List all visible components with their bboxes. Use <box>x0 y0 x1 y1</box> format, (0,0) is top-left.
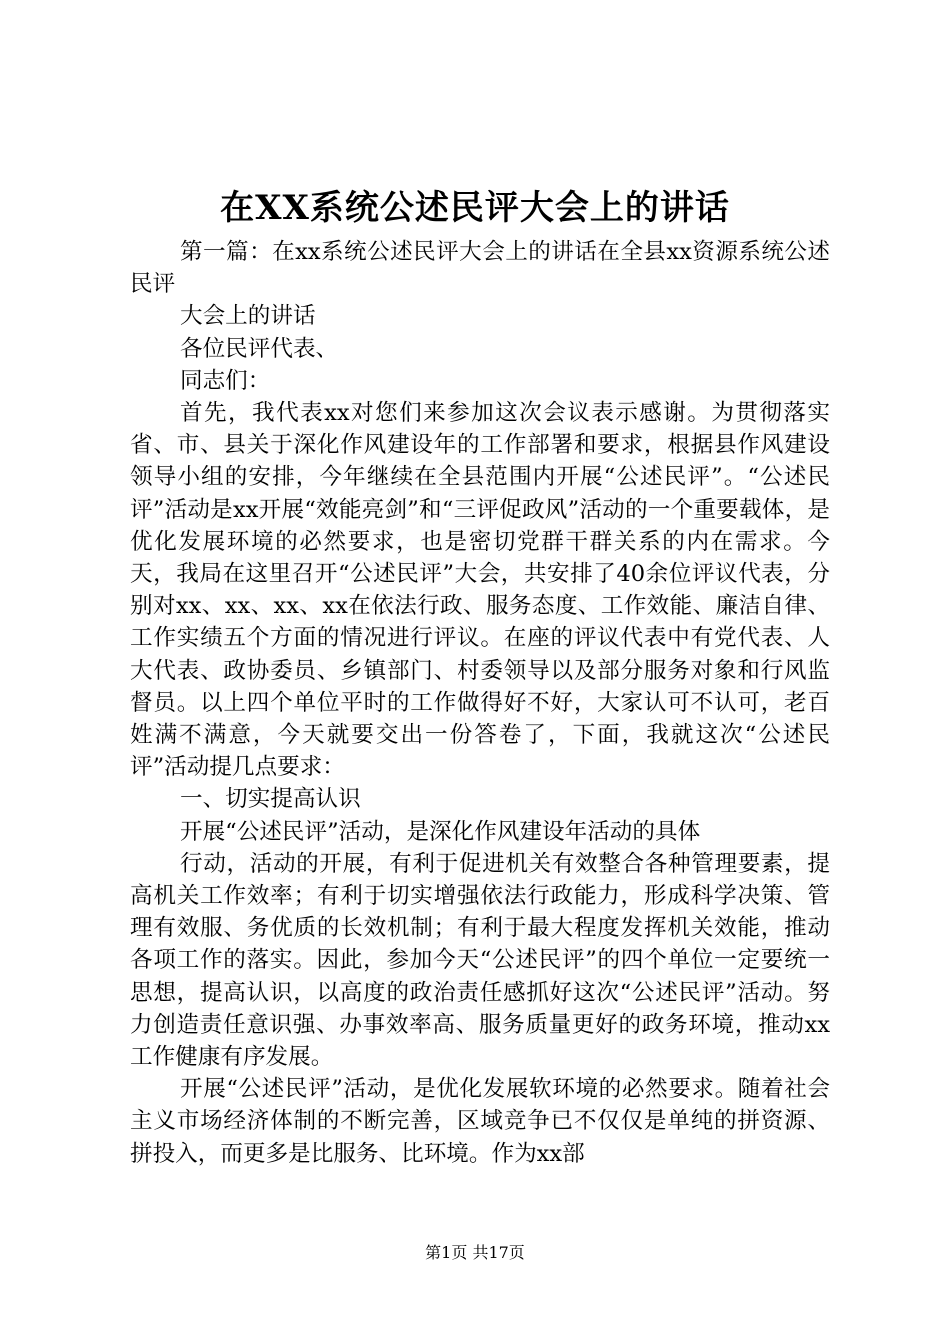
paragraph-intro: 第一篇：在xx系统公述民评大会上的讲话在全县xx资源系统公述民评 <box>130 239 830 298</box>
document-body <box>130 236 830 1170</box>
paragraph-salutation: 各位民评代表、 <box>180 335 339 362</box>
paragraph-section-1c: 开展“公述民评”活动，是优化发展软环境的必然要求。随着社会主义市场经济体制的不断完善，区域竞争已不仅仅是单纯的拼资源、拼投入，而更多是比服务、比环境。作为xx部 <box>130 1076 830 1167</box>
paragraph-subtitle: 大会上的讲话 <box>180 303 316 330</box>
section-heading-1: 一、切实提高认识 <box>180 786 361 813</box>
paragraph-salutation-2: 同志们： <box>180 367 271 394</box>
paragraph-section-1b: 行动，活动的开展，有利于促进机关有效整合各种管理要素，提高机关工作效率；有利于切实增强依法行政能力，形成科学决策、管理有效服、务优质的长效机制；有利于最大程度发挥机关效能，推动各项工作的落实。因此，参加今天“公述民评”的四个单位一定要统一思想，提高认识，以高度的政治责任感抓好这次“公述民评”活动。努力创造责任意识强、办事效率高、服务质量更好的政务环境，推动xx工作健康有序发展。 <box>130 850 830 1071</box>
document-title: 在XX系统公述民评大会上的讲话 <box>220 188 730 228</box>
paragraph-opening: 首先，我代表xx对您们来参加这次会议表示感谢。为贯彻落实省、市、县关于深化作风建设年的工作部署和要求，根据县作风建设领导小组的安排，今年继续在全县范围内开展“公述民评”。“公述民评”活动是xx开展“效能亮剑”和“三评促政风”活动的一个重要载体，是优化发展环境的必然要求，也是密切党群干群关系的内在需求。今天，我局在这里召开“公述民评”大会，共安排了40余位评议代表，分别对xx、xx、xx、xx在依法行政、服务态度、工作效能、廉洁自律、工作实绩五个方面的情况进行评议。在座的评议代表中有党代表、人大代表、政协委员、乡镇部门、村委领导以及部分服务对象和行风监督员。以上四个单位平时的工作做得好不好，大家认可不认可，老百姓满不满意，今天就要交出一份答卷了，下面，我就这次“公述民评”活动提几点要求： <box>130 400 830 781</box>
page-footer: 第1页 共17页 <box>425 1243 525 1262</box>
paragraph-section-1a: 开展“公述民评”活动，是深化作风建设年活动的具体 <box>180 818 701 845</box>
